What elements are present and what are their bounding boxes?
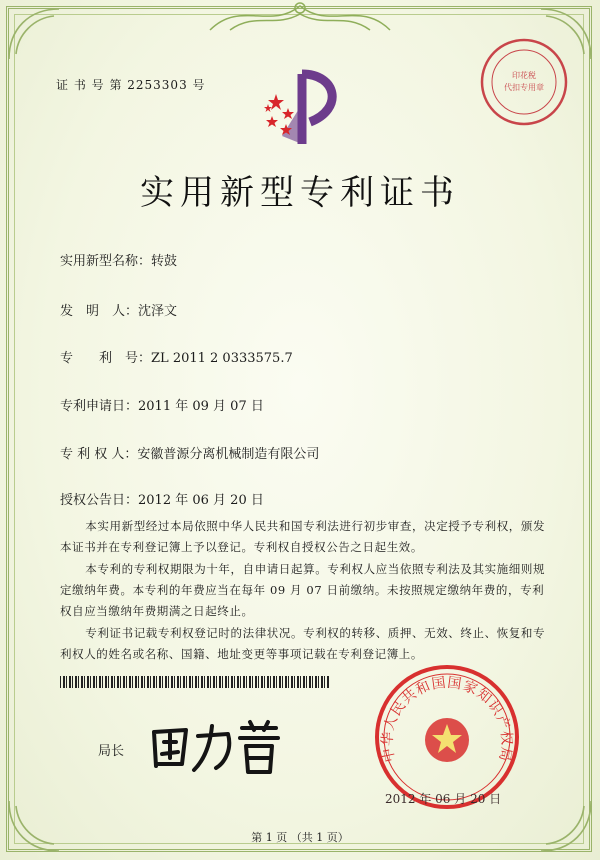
svg-text:印花税: 印花税 <box>512 71 536 80</box>
tax-stamp-icon <box>478 36 570 128</box>
field-grant-date <box>60 489 264 508</box>
field-label: 实用新型名称： <box>60 254 152 269</box>
field-application-date <box>60 395 264 414</box>
seal-date: 2012 年 06 月 20 日 <box>385 792 502 806</box>
page-number: 第 1 页 （共 1 页） <box>251 831 349 844</box>
top-ornament-icon <box>200 0 400 34</box>
field-value: 转鼓 <box>151 254 178 269</box>
field-patentee <box>60 443 319 462</box>
field-label: 授权公告日： <box>60 493 139 508</box>
field-label: 专 利 权 人： <box>60 447 138 462</box>
field-patent-number <box>60 347 293 366</box>
field-label: 专 利 号： <box>60 351 152 366</box>
field-value: 沈泽文 <box>138 304 178 319</box>
field-value: 2012 年 06 月 20 日 <box>138 493 264 508</box>
director-label: 局长 <box>98 744 125 759</box>
field-label: 发 明 人： <box>60 304 139 319</box>
field-inventor <box>60 300 177 319</box>
certificate-number: 证 书 号 第 2253303 号 <box>56 78 206 92</box>
signature-icon <box>146 718 286 778</box>
field-value: 安徽普源分离机械制造有限公司 <box>137 447 320 462</box>
corner-ornament-top-left-icon <box>4 4 64 64</box>
paragraph-legal-status: 专利证书记载专利权登记时的法律状况。专利权的转移、质押、无效、终止、恢复和专利权人的姓名或名称、国籍、地址变更等事项记载在专利登记簿上。 <box>60 626 546 661</box>
paragraph-term: 本专利的专利权期限为十年，自申请日起算。专利权人应当依照专利法及其实施细则规定缴纳年费。本专利的年费应当在每年 09 月 07 日前缴纳。未按照规定缴纳年费的，专利权自应当缴纳年费期满之日起终止。 <box>60 562 546 618</box>
paragraph-grant: 本实用新型经过本局依照中华人民共和国专利法进行初步审查，决定授予专利权，颁发本证书并在专利登记簿上予以登记。专利权自授权公告之日起生效。 <box>60 519 546 554</box>
field-value: 2011 年 09 月 07 日 <box>138 399 264 414</box>
svg-text:中华人民共和国国家知识产权局: 中华人民共和国国家知识产权局 <box>379 674 515 764</box>
patent-office-logo-icon <box>262 64 352 154</box>
corner-ornament-bottom-left-icon <box>4 796 64 856</box>
barcode <box>60 676 330 688</box>
corner-ornament-bottom-right-icon <box>536 796 596 856</box>
certificate-title: 实用新型专利证书 <box>140 173 460 213</box>
field-value: ZL 2011 2 0333575.7 <box>151 351 293 366</box>
field-utility-model-name <box>60 250 177 269</box>
field-label: 专利申请日： <box>60 399 139 414</box>
svg-text:代扣专用章: 代扣专用章 <box>504 83 544 92</box>
